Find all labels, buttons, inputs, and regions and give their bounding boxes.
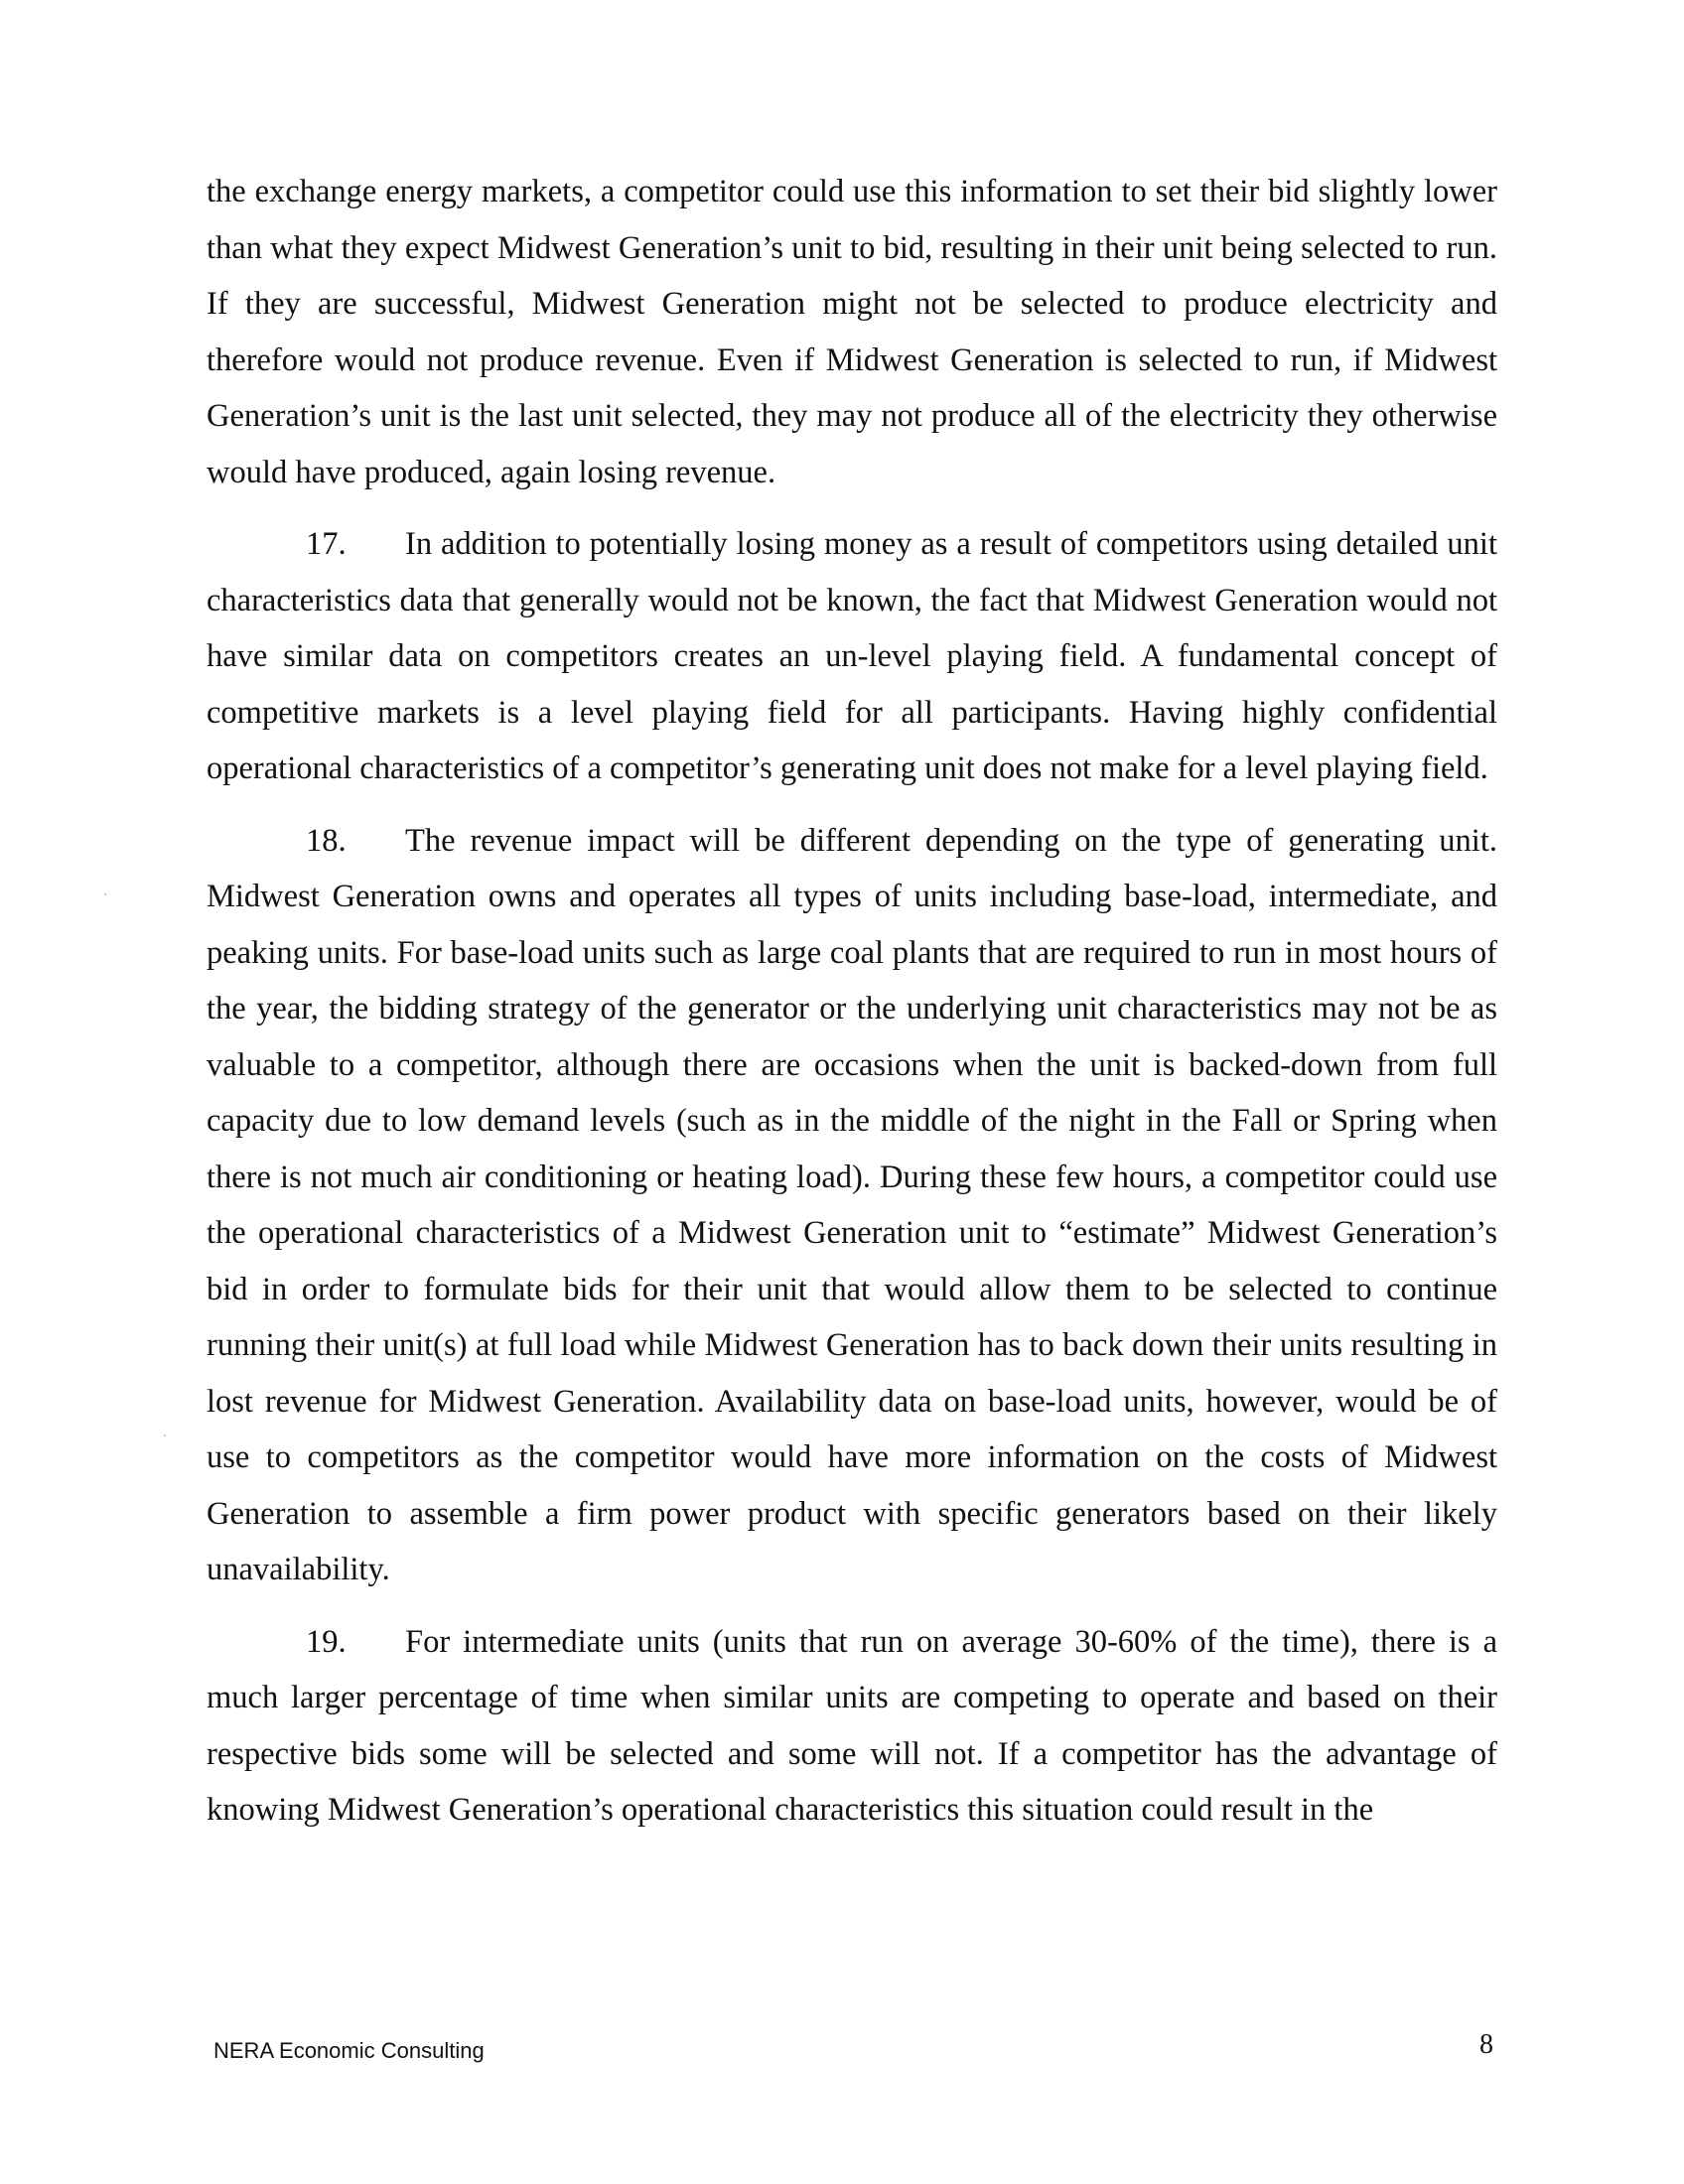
body-text	[207, 164, 1497, 1854]
paragraph-number: 19.	[306, 1623, 347, 1660]
footer-organization: NERA Economic Consulting	[213, 2038, 485, 2063]
paragraph-number: 17.	[306, 526, 347, 562]
paragraph-text: the exchange energy markets, a competitor could use this information to set their bid slightly lower than what they expect Midwest Generation’s unit to bid, resulting in their unit being selected to run. If they are successful, Midwest Generation might not be selected to produce electricity and therefore would not produce revenue. Even if Midwest Generation is selected to run, if Midwest Generation’s unit is the last unit selected, they may not produce all of the electricity they otherwise would have produced, again losing revenue.	[207, 174, 1497, 490]
paragraph-text: For intermediate units (units that run on average 30-60% of the time), there is a much larger percentage of time when similar units are competing to operate and based on their respective bids some will be selected and some will not. If a competitor has the advantage of knowing Midwest Generation’s operational characteristics this situation could result in the	[207, 1623, 1497, 1828]
paragraph-17	[207, 516, 1497, 797]
paragraph-19	[207, 1614, 1497, 1839]
paragraph-text: The revenue impact will be different depending on the type of generating unit. Midwest Generation owns and operates all types of units including base-load, intermediate, and peaking units. For base-load units such as large coal plants that are required to run in most hours of the year, the bidding strategy of the generator or the underlying unit characteristics may not be as valuable to a competitor, although there are occasions when the unit is backed-down from full capacity due to low demand levels (such as in the middle of the night in the Fall or Spring when there is not much air conditioning or heating load). During these few hours, a competitor could use the operational characteristics of a Midwest Generation unit to “estimate” Midwest Generation’s bid in order to formulate bids for their unit that would allow them to be selected to continue running their unit(s) at full load while Midwest Generation has to back down their units resulting in lost revenue for Midwest Generation. Availability data on base-load units, however, would be of use to competitors as the competitor would have more information on the costs of Midwest Generation to assemble a firm power product with specific generators based on their likely unavailability.	[207, 822, 1497, 1587]
page-number: 8	[1479, 2029, 1493, 2060]
paragraph-number: 18.	[306, 822, 347, 859]
scan-speck	[164, 1434, 166, 1436]
scan-speck	[104, 893, 106, 895]
paragraph-continuation	[207, 164, 1497, 500]
paragraph-18	[207, 813, 1497, 1598]
paragraph-text: In addition to potentially losing money as a result of competitors using detailed unit characteristics data that generally would not be known, the fact that Midwest Generation would not have similar data on competitors creates an un-level playing field. A fundamental concept of competitive markets is a level playing field for all participants. Having highly confidential operational characteristics of a competitor’s generating unit does not make for a level playing field.	[207, 526, 1497, 786]
